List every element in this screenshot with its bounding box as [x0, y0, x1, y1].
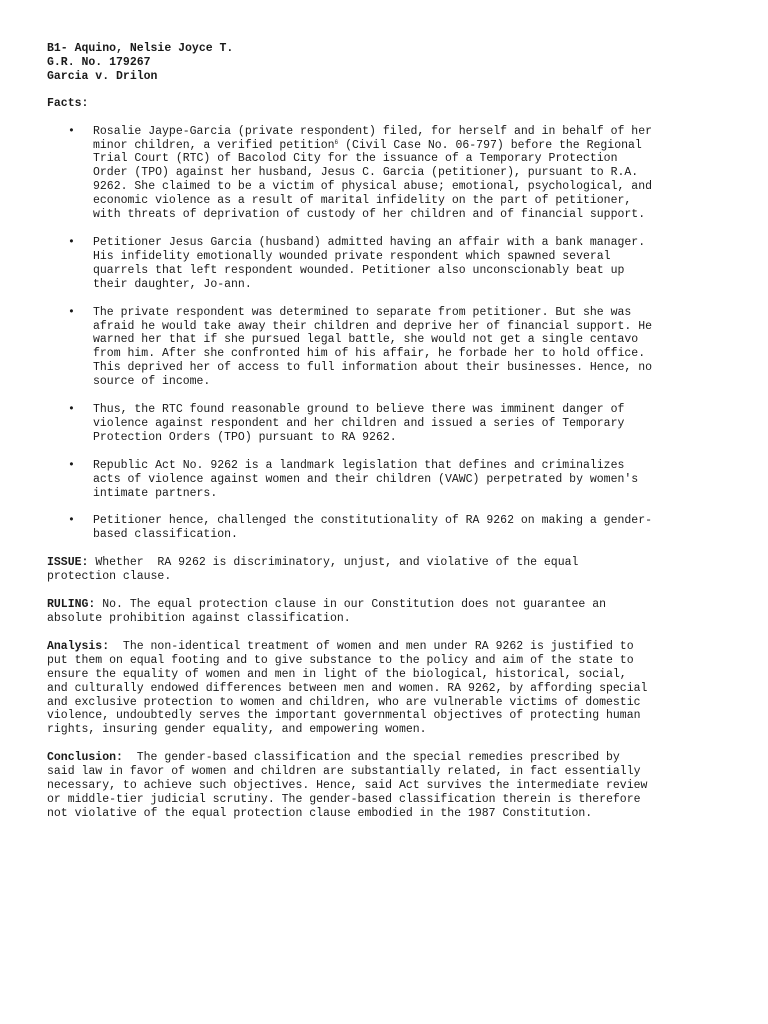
gr-number: G.R. No. 179267: [47, 55, 151, 69]
facts-line-with-footnote: [93, 139, 737, 153]
conclusion-line: or middle-tier judicial scrutiny. The gender-based classification therein is therefore: [47, 792, 641, 806]
facts-line: violence against respondent and her children and issued a series of Temporary: [93, 416, 625, 430]
issue-line: protection clause.: [47, 570, 172, 584]
facts-line: Petitioner Jesus Garcia (husband) admitted having an affair with a bank manager.: [93, 235, 646, 249]
ruling-line: absolute prohibition against classification.: [47, 612, 351, 625]
ruling-label: RULING:: [47, 598, 96, 612]
facts-line: Republic Act No. 9262 is a landmark legislation that defines and criminalizes: [93, 458, 625, 472]
bullet-icon: •: [68, 458, 75, 472]
facts-line: His infidelity emotionally wounded private respondent which spawned several: [93, 249, 611, 263]
conclusion-text: The gender-based classification and the special remedies prescribed by: [122, 751, 620, 765]
facts-line: Petitioner hence, challenged the constitutionality of RA 9262 on making a gender-: [93, 514, 652, 528]
conclusion-line: not violative of the equal protection clause embodied in the 1987 Constitution.: [47, 806, 593, 820]
analysis-text: The non-identical treatment of women and men under RA 9262 is justified to: [109, 639, 634, 653]
facts-item: [47, 459, 737, 501]
facts-line: source of income.: [93, 375, 211, 389]
facts-line: Trial Court (RTC) of Bacolod City for the issuance of a Temporary Protection: [93, 152, 618, 166]
bullet-icon: •: [68, 514, 75, 528]
facts-line: their daughter, Jo-ann.: [93, 277, 252, 291]
analysis-label: Analysis:: [47, 639, 110, 653]
issue-section: [47, 556, 737, 584]
analysis-line: violence, undoubtedly serves the important governmental objectives of protecting human: [47, 709, 641, 723]
ruling-line: [47, 598, 737, 612]
ruling-section: [47, 598, 737, 626]
student-name: B1- Aquino, Nelsie Joyce T.: [47, 42, 234, 55]
facts-line: from him. After she confronted him of his affair, he forbade her to hold office.: [93, 347, 646, 361]
conclusion-line: [47, 751, 737, 765]
facts-line: minor children, a verified petition: [93, 138, 335, 152]
conclusion-line: said law in favor of women and children are substantially related, in fact essentially: [47, 765, 641, 779]
facts-line: acts of violence against women and their children (VAWC) perpetrated by women's: [93, 472, 639, 486]
facts-line: afraid he would take away their children and deprive her of financial support. He: [93, 319, 652, 333]
facts-item: [47, 514, 737, 542]
analysis-line: [47, 640, 737, 654]
facts-item: [47, 236, 737, 292]
facts-line: The private respondent was determined to separate from petitioner. But she was: [93, 305, 632, 319]
facts-heading: Facts:: [47, 96, 89, 110]
ruling-text: No. The equal protection clause in our Constitution does not guarantee an: [95, 598, 606, 612]
document-page: [47, 42, 737, 821]
analysis-line: and exclusive protection to women and children, who are vulnerable victims of domestic: [47, 695, 641, 709]
facts-line: based classification.: [93, 528, 238, 542]
analysis-line: and culturally endowed differences between men and women. RA 9262, by affording special: [47, 681, 648, 695]
facts-line: Rosalie Jaype-Garcia (private respondent) filed, for herself and in behalf of her: [93, 124, 652, 138]
facts-line: 9262. She claimed to be a victim of physical abuse; emotional, psychological, and: [93, 180, 652, 194]
facts-line: with threats of deprivation of custody of her children and of financial support.: [93, 208, 646, 222]
facts-line: Thus, the RTC found reasonable ground to believe there was imminent danger of: [93, 403, 625, 417]
analysis-section: [47, 640, 737, 737]
analysis-line: rights, insuring gender equality, and empowering women.: [47, 723, 427, 737]
facts-line: (Civil Case No. 06-797) before the Regional: [345, 138, 642, 152]
conclusion-label: Conclusion:: [47, 751, 123, 765]
analysis-line: ensure the equality of women and men in light of the biological, historical, social,: [47, 667, 627, 681]
bullet-icon: •: [68, 235, 75, 249]
facts-line: warned her that if she pursued legal battle, she would not get a single centavo: [93, 333, 639, 347]
issue-text: Whether RA 9262 is discriminatory, unjust, and violative of the equal: [88, 556, 579, 570]
facts-line: economic violence as a result of marital infidelity on the part of petitioner,: [93, 194, 632, 208]
conclusion-line: necessary, to achieve such objectives. Hence, said Act survives the intermediate review: [47, 779, 648, 793]
bullet-icon: •: [68, 403, 75, 417]
bullet-icon: •: [68, 124, 75, 138]
facts-item: [47, 306, 737, 389]
analysis-line: put them on equal footing and to give substance to the policy and aim of the state to: [47, 653, 634, 667]
facts-line: This deprived her of access to full information about their businesses. Hence, no: [93, 361, 652, 375]
facts-item: [47, 403, 737, 445]
bullet-icon: •: [68, 305, 75, 319]
footnote-marker: 6: [334, 138, 339, 146]
case-title: Garcia v. Drilon: [47, 69, 158, 83]
facts-item: [47, 125, 737, 222]
issue-label: ISSUE:: [47, 556, 89, 570]
issue-line: [47, 556, 737, 570]
conclusion-section: [47, 751, 737, 821]
facts-line: quarrels that left respondent wounded. Petitioner also unconscionably beat up: [93, 263, 625, 277]
facts-list: [47, 125, 737, 543]
facts-line: intimate partners.: [93, 486, 218, 500]
facts-line: Order (TPO) against her husband, Jesus C. Garcia (petitioner), pursuant to R.A.: [93, 166, 639, 180]
facts-line: Protection Orders (TPO) pursuant to RA 9262.: [93, 430, 397, 444]
